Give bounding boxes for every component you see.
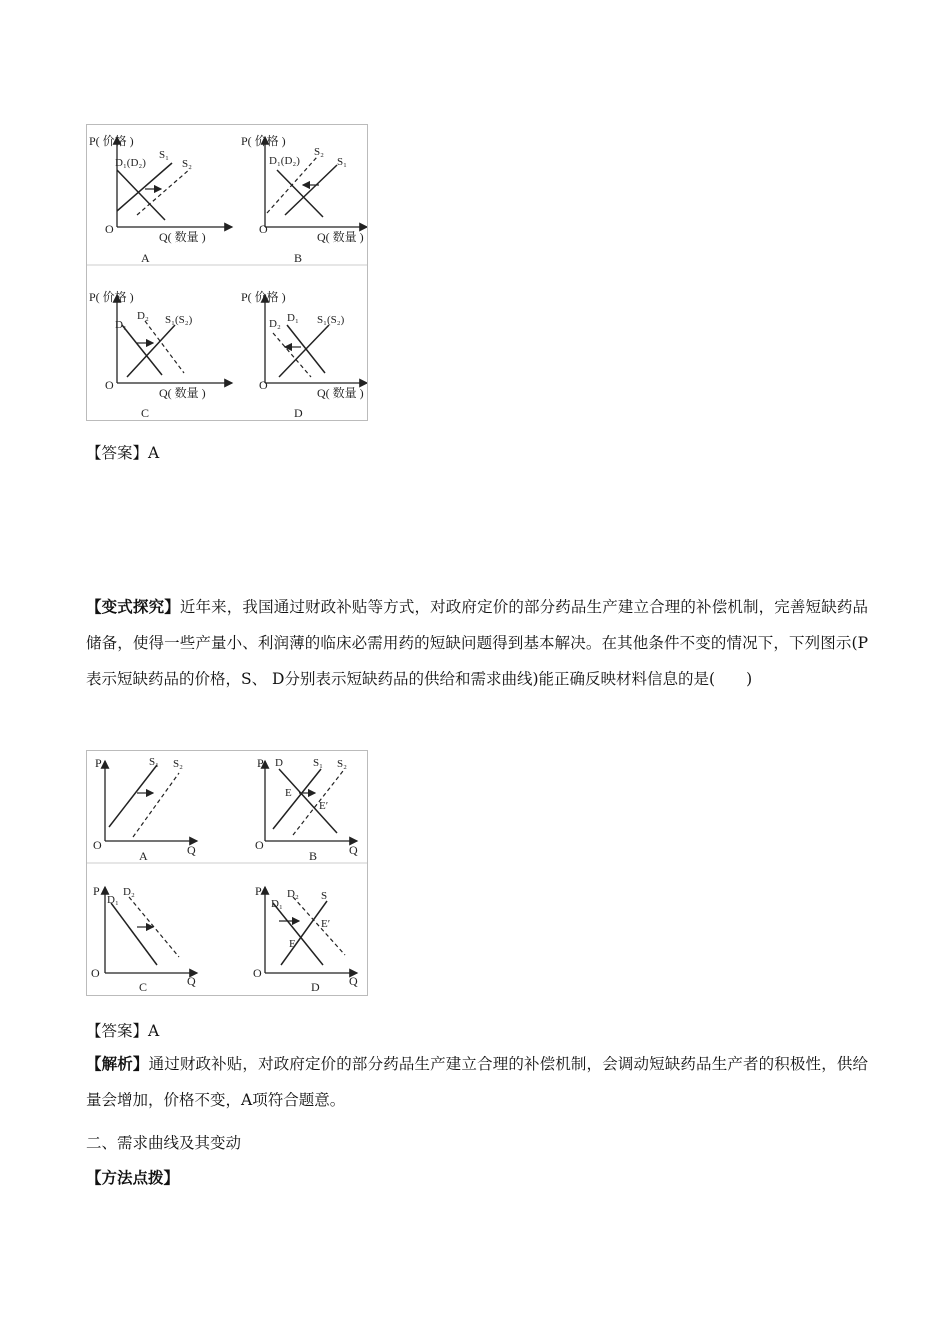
fig1-c-xlabel: Q( 数量 ): [159, 386, 206, 400]
figure-supply-demand-1: [86, 124, 368, 421]
fig2-b-caption: B: [309, 849, 318, 863]
fig2-d-xlabel: Q: [349, 974, 358, 988]
variant-tag: 【变式探究】: [86, 597, 180, 616]
fig1-a-caption: A: [141, 251, 150, 265]
fig1-a-label-d: D₁(D₂): [115, 157, 146, 169]
figure-2-svg: [87, 751, 367, 995]
fig1-c-label-d2: D₂: [137, 310, 149, 322]
fig1-d-label-d1: D₁: [287, 312, 299, 324]
fig1-b-xlabel: Q( 数量 ): [317, 230, 364, 244]
fig1-b-label-s2: S₂: [314, 146, 324, 158]
fig1-d-ylabel: P( 价格 ): [241, 290, 286, 304]
fig2-c-label-d2: D₂: [123, 886, 135, 898]
fig1-c-ylabel: P( 价格 ): [89, 290, 134, 304]
fig1-b-caption: B: [294, 251, 303, 265]
fig2-a-caption: A: [139, 849, 148, 863]
fig1-d-label-d2: D₂: [269, 318, 281, 330]
analysis-text: 通过财政补贴，对政府定价的部分药品生产建立合理的补偿机制，会调动短缺药品生产者的积极性，供给量会增加，价格不变，A项符合题意。: [86, 1055, 868, 1109]
figure-supply-demand-2: [86, 750, 368, 996]
fig1-b-label-s1: S₁: [337, 156, 347, 168]
fig1-c-label-s: S₁(S₂): [165, 314, 193, 326]
fig2-d-origin: O: [253, 966, 262, 980]
fig1-b-ylabel: P( 价格 ): [241, 134, 286, 148]
fig1-c-origin: O: [105, 378, 114, 392]
fig2-a-xlabel: Q: [187, 843, 196, 857]
fig2-panel-b: [255, 756, 358, 863]
fig2-b-label-e-prime: E′: [319, 800, 329, 812]
fig2-panel-d: [253, 884, 358, 994]
fig2-d-label-d1: D₁: [271, 898, 283, 910]
fig1-b-label-d: D₁(D₂): [269, 155, 300, 167]
analysis-tag: 【解析】: [86, 1054, 149, 1073]
answer-1: 【答案】A: [86, 444, 160, 462]
answer-2: 【答案】A: [86, 1022, 160, 1040]
fig1-c-caption: C: [141, 406, 150, 420]
fig2-c-xlabel: Q: [187, 974, 196, 988]
fig2-b-label-d: D: [275, 757, 283, 769]
fig2-b-label-s2: S₂: [337, 758, 347, 770]
fig1-panel-b: [241, 133, 367, 265]
fig1-a-origin: O: [105, 222, 114, 236]
fig1-a-label-s1: S₁: [159, 149, 169, 161]
fig2-c-caption: C: [139, 980, 148, 994]
fig1-d-caption: D: [294, 406, 303, 420]
variant-text: 近年来，我国通过财政补贴等方式，对政府定价的部分药品生产建立合理的补偿机制，完善短缺药品储备，使得一些产量小、利润薄的临床必需用药的短缺问题得到基本解决。在其他条件不变的情况下，下列图示(P表示短缺药品的价格，S、 D分别表示短缺药品的供给和需求曲线)能正确反映材料信息的是( ): [86, 598, 868, 688]
variant-question: [86, 589, 868, 697]
fig2-d-label-e-prime: E′: [321, 918, 331, 930]
method-heading: 【方法点拨】: [86, 1168, 180, 1187]
fig2-d-label-s: S: [321, 890, 328, 902]
fig2-b-ylabel: P: [257, 756, 264, 770]
fig2-a-label-s1: S₁: [149, 756, 159, 768]
fig1-d-origin: O: [259, 378, 268, 392]
fig2-panel-c: [91, 884, 197, 994]
fig2-b-xlabel: Q: [349, 843, 358, 857]
fig2-b-label-e: E: [285, 787, 292, 799]
analysis-paragraph: [86, 1046, 868, 1118]
fig2-a-ylabel: P: [95, 756, 102, 770]
fig2-b-label-s1: S₁: [313, 757, 323, 769]
fig1-d-label-s: S₁(S₂): [317, 314, 345, 326]
fig1-a-ylabel: P( 价格 ): [89, 134, 134, 148]
fig1-panel-c: [89, 289, 232, 420]
fig1-a-xlabel: Q( 数量 ): [159, 230, 206, 244]
fig2-panel-a: [93, 756, 197, 863]
fig1-b-origin: O: [259, 222, 268, 236]
fig1-c-label-d1: D₁: [115, 319, 127, 331]
section-heading: 二、需求曲线及其变动: [86, 1134, 242, 1152]
figure-1-svg: [87, 125, 367, 420]
fig1-d-xlabel: Q( 数量 ): [317, 386, 364, 400]
fig1-a-label-s2: S₂: [182, 158, 192, 170]
fig1-panel-d: [241, 289, 367, 420]
fig2-d-ylabel: P: [255, 884, 262, 898]
fig2-b-origin: O: [255, 838, 264, 852]
fig2-d-label-d2: D₂: [287, 888, 299, 900]
fig2-c-origin: O: [91, 966, 100, 980]
fig2-c-label-d1: D₁: [107, 894, 119, 906]
fig2-d-label-e: E: [289, 938, 296, 950]
fig2-d-caption: D: [311, 980, 320, 994]
fig2-c-ylabel: P: [93, 884, 100, 898]
fig2-a-origin: O: [93, 838, 102, 852]
fig1-panel-a: [89, 133, 232, 265]
fig2-a-label-s2: S₂: [173, 758, 183, 770]
